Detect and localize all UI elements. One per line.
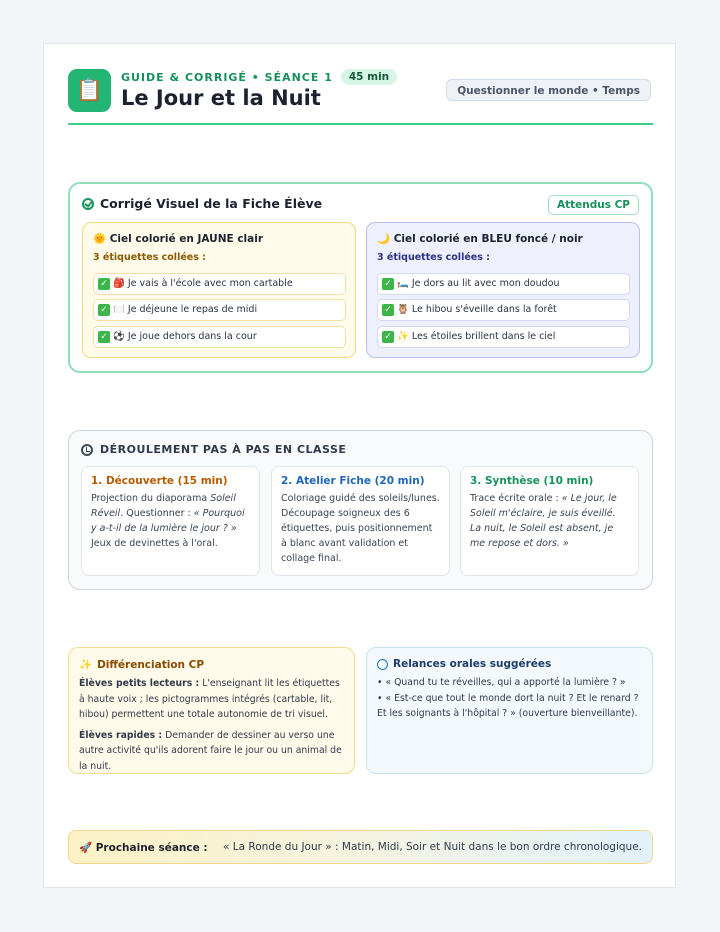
check-circle-icon bbox=[82, 198, 94, 210]
lesson-sheet bbox=[43, 43, 676, 888]
kicker-text: GUIDE & CORRIGÉ • SÉANCE 1 bbox=[121, 70, 333, 84]
next-session-banner bbox=[68, 830, 653, 864]
day-label-text: 🎒 Je vais à l'école avec mon cartable bbox=[113, 278, 293, 289]
answer-key-title: Corrigé Visuel de la Fiche Élève bbox=[100, 196, 323, 211]
day-column bbox=[82, 222, 356, 358]
speech-bubble-icon bbox=[377, 659, 388, 670]
differentiation-slow-readers: Élèves petits lecteurs : L'enseignant lit les étiquettes à haute voix ; les pictogrammes intégrés (cartable, lit, hibou) permettent une totale autonomie de tri visuel. bbox=[79, 678, 340, 720]
step-text: Trace écrite orale : « Le jour, le Soleil m'éclaire, je suis éveillé. La nuit, le Soleil est absent, je me repose et dors. » bbox=[470, 493, 617, 549]
sparkles-icon: ✨ bbox=[79, 659, 93, 671]
step-card-discovery bbox=[81, 466, 260, 576]
night-label bbox=[377, 273, 630, 295]
clock-icon bbox=[81, 444, 93, 456]
differentiation-title: Différenciation CP bbox=[97, 658, 205, 671]
day-column-title: 🌞 Ciel colorié en JAUNE clair bbox=[93, 233, 264, 245]
subject-badge: Questionner le monde • Temps bbox=[446, 79, 651, 101]
day-label-text: ⚽ Je joue dehors dans la cour bbox=[113, 331, 257, 342]
checkmark-icon: ✓ bbox=[98, 278, 110, 290]
clipboard-icon: 📋 bbox=[68, 69, 111, 112]
oral-prompts-header bbox=[377, 658, 642, 670]
differentiation-panel bbox=[68, 647, 355, 774]
oral-prompts-panel bbox=[366, 647, 653, 774]
night-label-text: 🦉 Le hibou s'éveille dans la forêt bbox=[397, 304, 557, 315]
night-label-text: 🛏️ Je dors au lit avec mon doudou bbox=[397, 278, 560, 289]
night-column bbox=[366, 222, 640, 358]
differentiation-header bbox=[79, 658, 344, 671]
expectations-badge: Attendus CP bbox=[548, 195, 639, 215]
night-label bbox=[377, 326, 630, 348]
step-title: 2. Atelier Fiche (20 min) bbox=[281, 475, 425, 487]
day-label bbox=[93, 299, 346, 321]
page-title: Le Jour et la Nuit bbox=[121, 86, 321, 110]
step-text: Coloriage guidé des soleils/lunes. Découpage soigneux des 6 étiquettes, puis positionnement à blanc avant validation et collage final. bbox=[281, 493, 440, 564]
checkmark-icon: ✓ bbox=[98, 304, 110, 316]
night-column-title: 🌙 Ciel colorié en BLEU foncé / noir bbox=[377, 233, 583, 245]
checkmark-icon: ✓ bbox=[382, 331, 394, 343]
day-label-text: 🍽️ Je déjeune le repas de midi bbox=[113, 304, 258, 315]
day-label bbox=[93, 273, 346, 295]
next-session-text: « La Ronde du Jour » : Matin, Midi, Soir et Nuit dans le bon ordre chronologique. bbox=[223, 841, 642, 853]
step-card-synthesis bbox=[460, 466, 639, 576]
step-title: 3. Synthèse (10 min) bbox=[470, 475, 594, 487]
answer-key-header bbox=[82, 196, 322, 211]
checkmark-icon: ✓ bbox=[382, 304, 394, 316]
next-session-label: 🚀 Prochaine séance : bbox=[79, 842, 208, 854]
night-label-text: ✨ Les étoiles brillent dans le ciel bbox=[397, 331, 556, 342]
step-text: Projection du diaporama Soleil Réveil. Questionner : « Pourquoi y a-t-il de la lumière le jour ? » Jeux de devinettes à l'oral. bbox=[91, 493, 245, 549]
day-label bbox=[93, 326, 346, 348]
day-column-subtitle: 3 étiquettes collées : bbox=[93, 252, 206, 263]
step-title: 1. Découverte (15 min) bbox=[91, 475, 228, 487]
session-kicker bbox=[121, 69, 397, 85]
duration-badge: 45 min bbox=[341, 69, 397, 85]
answer-key-panel bbox=[68, 182, 653, 373]
oral-prompts-title: Relances orales suggérées bbox=[393, 658, 552, 670]
checkmark-icon: ✓ bbox=[382, 278, 394, 290]
oral-prompt-item: • « Est-ce que tout le monde dort la nuit ? Et le renard ? Et les soignants à l'hôpital ? » (ouverture bienveillante). bbox=[377, 692, 639, 719]
step-card-workshop bbox=[271, 466, 450, 576]
checkmark-icon: ✓ bbox=[98, 331, 110, 343]
header-divider bbox=[68, 123, 653, 125]
night-column-subtitle: 3 étiquettes collées : bbox=[377, 252, 490, 263]
night-label bbox=[377, 299, 630, 321]
differentiation-fast-pupils: Élèves rapides : Demander de dessiner au verso une autre activité qu'ils adorent faire le jour ou un animal de la nuit. bbox=[79, 729, 342, 772]
steps-header bbox=[81, 443, 346, 456]
steps-title: DÉROULEMENT PAS À PAS EN CLASSE bbox=[100, 443, 347, 456]
oral-prompt-item: • « Quand tu te réveilles, qui a apporté la lumière ? » bbox=[377, 677, 626, 688]
lesson-steps-panel bbox=[68, 430, 653, 590]
